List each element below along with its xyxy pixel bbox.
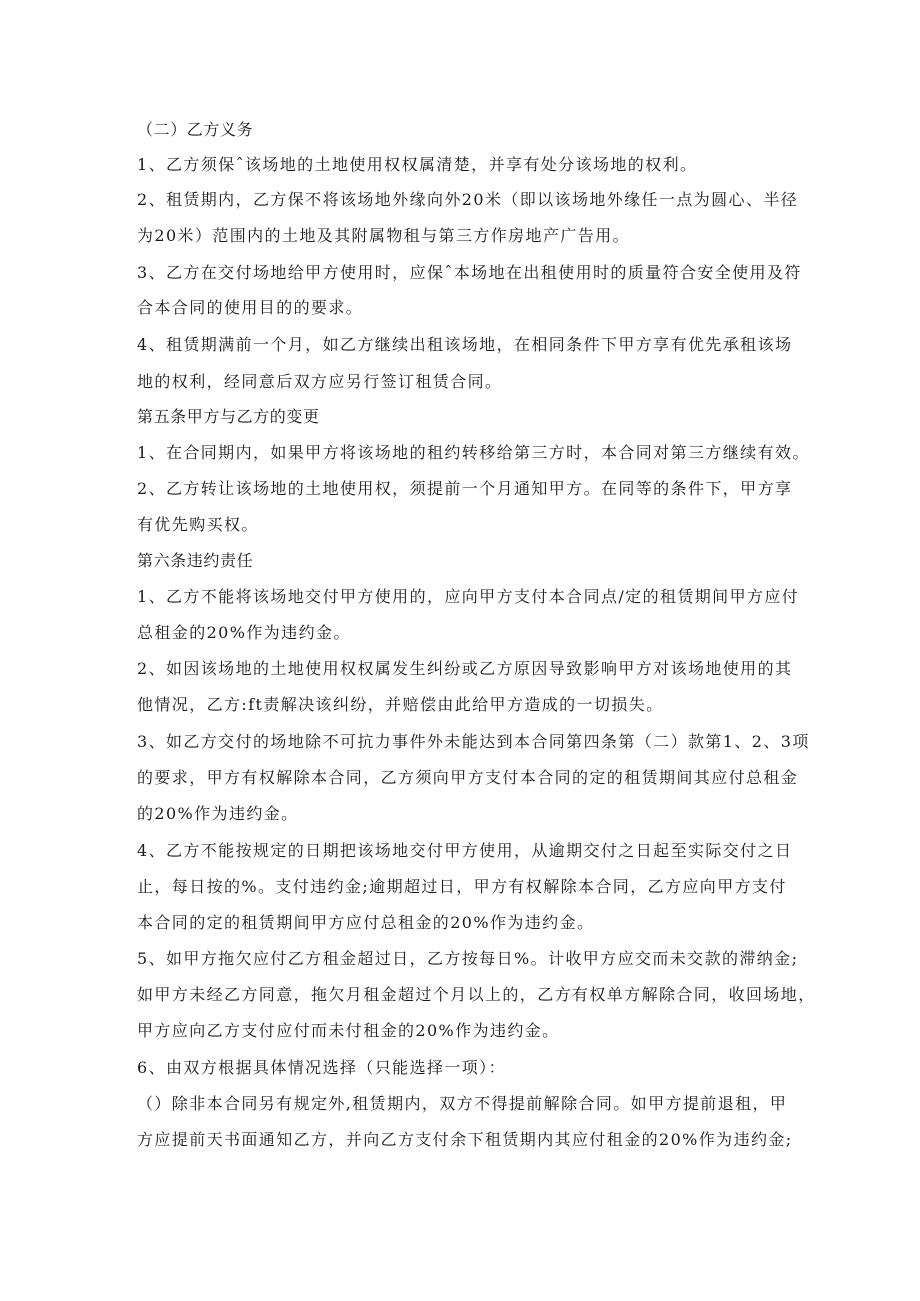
paragraph-line: 1、在合同期内，如果甲方将该场地的租约转移给第三方时，本合同对第三方继续有效。 [137,443,810,462]
section-heading: 第五条甲方与乙方的变更 [137,407,320,426]
paragraph-line: 4、乙方不能按规定的日期把该场地交付甲方使用，从逾期交付之日起至实际交付之日 [137,841,793,860]
paragraph-line: 的20%作为违约金。 [137,804,299,823]
paragraph-line: 的要求，甲方有权解除本合同，乙方须向甲方支付本合同的定的租赁期间其应付总租金 [137,768,799,787]
paragraph-line: 2、乙方转让该场地的土地使用权，须提前一个月通知甲方。在同等的条件下，甲方享 [137,479,793,498]
paragraph-line: 1、乙方须保ˆ该场地的土地使用权权属清楚，并享有处分该场地的权利。 [137,155,698,174]
paragraph-line: 合本合同的使用目的的要求。 [137,298,364,317]
paragraph-line: 本合同的定的租赁期间甲方应付总租金的20%作为违约金。 [137,913,595,932]
paragraph-line: 2、租赁期内，乙方保不将该场地外缘向外20米（即以该场地外缘任一点为圆心、半径 [137,190,799,209]
paragraph-line: 如甲方未经乙方同意，拖欠月租金超过个月以上的，乙方有权单方解除合同，收回场地， [137,985,816,1004]
paragraph-line: 为20米）范围内的土地及其附属物租与第三方作房地产广告用。 [137,226,630,245]
paragraph-line: 3、如乙方交付的场地除不可抗力事件外未能达到本合同第四条第（二）款第1、2、3项 [137,732,810,751]
paragraph-line: 4、租赁期满前一个月，如乙方继续出租该场地，在相同条件下甲方享有优先承租该场 [137,335,793,354]
paragraph-line: 甲方应向乙方支付应付而未付租金的20%作为违约金。 [137,1021,560,1040]
paragraph-line: 有优先购买权。 [137,515,259,534]
paragraph-line: 6、由双方根据具体情况选择（只能选择一项）： [137,1058,506,1077]
paragraph-line: 止，每日按的%。支付违约金;逾期超过日，甲方有权解除本合同，乙方应向甲方支付 [137,877,787,896]
paragraph-line: 1、乙方不能将该场地交付甲方使用的，应向甲方支付本合同点/定的租赁期间甲方应付 [137,587,800,606]
paragraph-line: （）除非本合同另有规定外,租赁期内，双方不得提前解除合同。如甲方提前退租，甲 [137,1094,788,1113]
paragraph-line: 2、如因该场地的土地使用权权属发生纠纷或乙方原因导致影响甲方对该场地使用的其 [137,659,793,678]
section-heading: 第六条违约责任 [137,551,254,570]
paragraph-line: 3、乙方在交付场地给甲方使用时，应保ˆ本场地在出租使用时的质量符合安全使用及符 [137,263,802,282]
paragraph-line: 5、如甲方拖欠应付乙方租金超过日，乙方按每日%。计收甲方应交而未交款的滞纳金; [137,949,799,968]
paragraph-line: 他情况，乙方:ft责解决该纠纷，并赔偿由此给甲方造成的一切损失。 [137,695,664,714]
paragraph-line: 地的权利，经同意后双方应另行签订租赁合同。 [137,372,503,391]
paragraph-line: 方应提前天书面通知乙方，并向乙方支付余下租赁期内其应付租金的20%作为违约金; [137,1130,793,1149]
section-heading: （二）乙方义务 [137,120,254,139]
paragraph-line: 总租金的20%作为违约金。 [137,623,351,642]
